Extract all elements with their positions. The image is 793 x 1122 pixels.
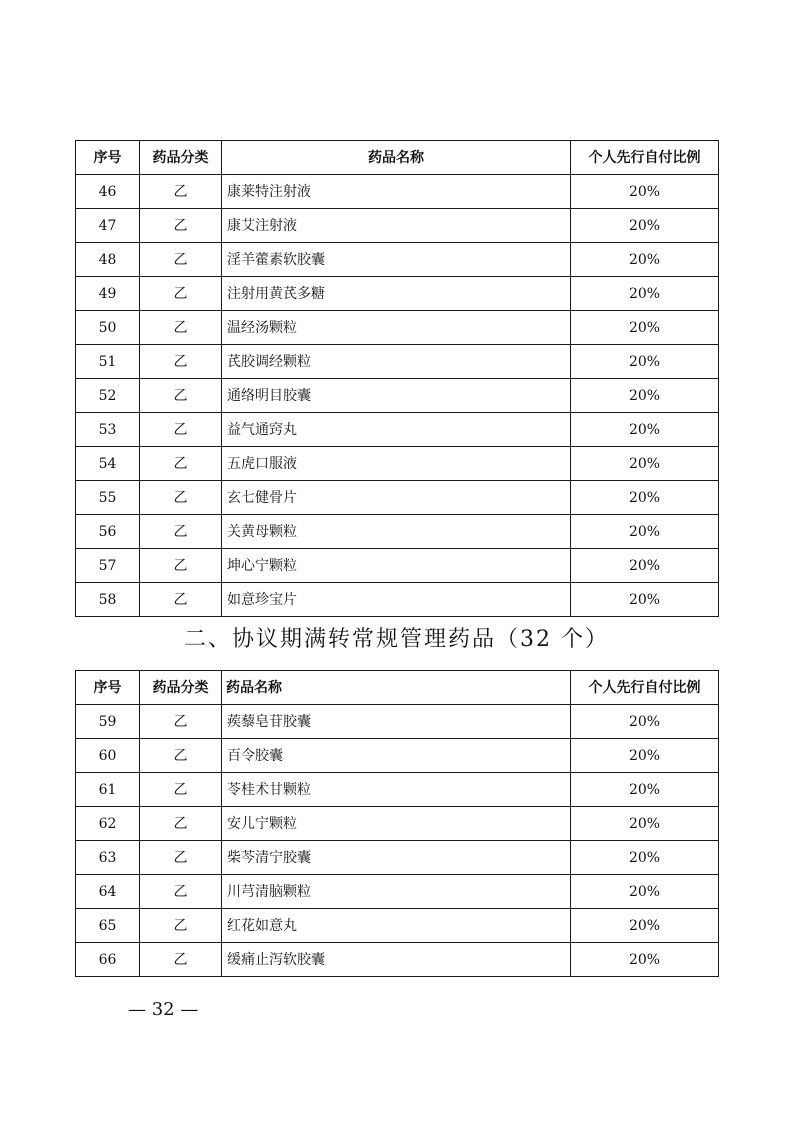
cell-category: 乙 <box>140 345 222 379</box>
cell-category: 乙 <box>140 481 222 515</box>
table-row <box>76 345 719 379</box>
cell-ratio: 20% <box>571 549 719 583</box>
header-name: 药品名称 <box>222 141 571 175</box>
cell-drug-name: 康莱特注射液 <box>222 175 571 209</box>
header-index: 序号 <box>76 141 140 175</box>
cell-ratio: 20% <box>571 413 719 447</box>
table-row <box>76 841 719 875</box>
table-row <box>76 243 719 277</box>
cell-ratio: 20% <box>571 739 719 773</box>
cell-ratio: 20% <box>571 705 719 739</box>
table-row <box>76 209 719 243</box>
cell-index: 52 <box>76 379 140 413</box>
section-heading: 二、协议期满转常规管理药品（32 个） <box>184 627 609 652</box>
cell-ratio: 20% <box>571 243 719 277</box>
cell-category: 乙 <box>140 841 222 875</box>
cell-ratio: 20% <box>571 311 719 345</box>
header-ratio: 个人先行自付比例 <box>571 671 719 705</box>
table-row <box>76 413 719 447</box>
cell-drug-name: 康艾注射液 <box>222 209 571 243</box>
table-row <box>76 875 719 909</box>
cell-index: 55 <box>76 481 140 515</box>
page-number: — 32 — <box>128 999 199 1020</box>
cell-index: 64 <box>76 875 140 909</box>
cell-drug-name: 蒺藜皂苷胶囊 <box>222 705 571 739</box>
cell-index: 49 <box>76 277 140 311</box>
cell-category: 乙 <box>140 379 222 413</box>
cell-drug-name: 苓桂术甘颗粒 <box>222 773 571 807</box>
cell-ratio: 20% <box>571 175 719 209</box>
cell-category: 乙 <box>140 447 222 481</box>
table-row <box>76 807 719 841</box>
cell-ratio: 20% <box>571 943 719 977</box>
cell-category: 乙 <box>140 413 222 447</box>
cell-category: 乙 <box>140 943 222 977</box>
cell-category: 乙 <box>140 909 222 943</box>
cell-category: 乙 <box>140 209 222 243</box>
cell-index: 60 <box>76 739 140 773</box>
cell-drug-name: 玄七健骨片 <box>222 481 571 515</box>
cell-drug-name: 缓痛止泻软胶囊 <box>222 943 571 977</box>
header-name: 药品名称 <box>222 671 571 705</box>
cell-category: 乙 <box>140 875 222 909</box>
cell-category: 乙 <box>140 807 222 841</box>
cell-index: 53 <box>76 413 140 447</box>
table-row <box>76 739 719 773</box>
cell-drug-name: 安儿宁颗粒 <box>222 807 571 841</box>
cell-index: 63 <box>76 841 140 875</box>
cell-drug-name: 益气通窍丸 <box>222 413 571 447</box>
table-row <box>76 943 719 977</box>
cell-category: 乙 <box>140 705 222 739</box>
table-body <box>76 175 719 617</box>
table-row <box>76 773 719 807</box>
table-row <box>76 583 719 617</box>
cell-ratio: 20% <box>571 875 719 909</box>
cell-category: 乙 <box>140 515 222 549</box>
cell-ratio: 20% <box>571 209 719 243</box>
cell-index: 57 <box>76 549 140 583</box>
cell-ratio: 20% <box>571 807 719 841</box>
cell-ratio: 20% <box>571 583 719 617</box>
cell-category: 乙 <box>140 175 222 209</box>
table-row <box>76 175 719 209</box>
cell-ratio: 20% <box>571 515 719 549</box>
cell-drug-name: 关黄母颗粒 <box>222 515 571 549</box>
cell-ratio: 20% <box>571 481 719 515</box>
cell-drug-name: 红花如意丸 <box>222 909 571 943</box>
cell-index: 46 <box>76 175 140 209</box>
header-ratio: 个人先行自付比例 <box>571 141 719 175</box>
header-category: 药品分类 <box>140 671 222 705</box>
header-category: 药品分类 <box>140 141 222 175</box>
cell-category: 乙 <box>140 311 222 345</box>
table-row <box>76 277 719 311</box>
cell-drug-name: 五虎口服液 <box>222 447 571 481</box>
cell-index: 61 <box>76 773 140 807</box>
cell-ratio: 20% <box>571 277 719 311</box>
cell-category: 乙 <box>140 583 222 617</box>
table-row <box>76 447 719 481</box>
cell-drug-name: 川芎清脑颗粒 <box>222 875 571 909</box>
drug-table-1 <box>75 140 719 617</box>
table-body <box>76 705 719 977</box>
cell-drug-name: 注射用黄芪多糖 <box>222 277 571 311</box>
cell-ratio: 20% <box>571 345 719 379</box>
cell-category: 乙 <box>140 773 222 807</box>
cell-drug-name: 柴芩清宁胶囊 <box>222 841 571 875</box>
cell-category: 乙 <box>140 277 222 311</box>
cell-drug-name: 芪胶调经颗粒 <box>222 345 571 379</box>
table-row <box>76 515 719 549</box>
cell-ratio: 20% <box>571 909 719 943</box>
cell-index: 58 <box>76 583 140 617</box>
cell-category: 乙 <box>140 243 222 277</box>
cell-drug-name: 百令胶囊 <box>222 739 571 773</box>
cell-index: 47 <box>76 209 140 243</box>
header-index: 序号 <box>76 671 140 705</box>
cell-drug-name: 坤心宁颗粒 <box>222 549 571 583</box>
cell-ratio: 20% <box>571 379 719 413</box>
cell-index: 59 <box>76 705 140 739</box>
cell-index: 51 <box>76 345 140 379</box>
table-row <box>76 481 719 515</box>
table-row <box>76 909 719 943</box>
cell-index: 48 <box>76 243 140 277</box>
table-header-row <box>76 671 719 705</box>
cell-index: 54 <box>76 447 140 481</box>
cell-index: 65 <box>76 909 140 943</box>
table-row <box>76 379 719 413</box>
drug-table-2 <box>75 670 719 977</box>
table-row <box>76 311 719 345</box>
cell-index: 56 <box>76 515 140 549</box>
cell-ratio: 20% <box>571 773 719 807</box>
table-header-row <box>76 141 719 175</box>
cell-index: 66 <box>76 943 140 977</box>
cell-drug-name: 通络明目胶囊 <box>222 379 571 413</box>
cell-drug-name: 淫羊藿素软胶囊 <box>222 243 571 277</box>
cell-drug-name: 温经汤颗粒 <box>222 311 571 345</box>
cell-drug-name: 如意珍宝片 <box>222 583 571 617</box>
cell-category: 乙 <box>140 549 222 583</box>
cell-index: 62 <box>76 807 140 841</box>
cell-index: 50 <box>76 311 140 345</box>
cell-ratio: 20% <box>571 447 719 481</box>
table-row <box>76 549 719 583</box>
cell-category: 乙 <box>140 739 222 773</box>
cell-ratio: 20% <box>571 841 719 875</box>
table-row <box>76 705 719 739</box>
